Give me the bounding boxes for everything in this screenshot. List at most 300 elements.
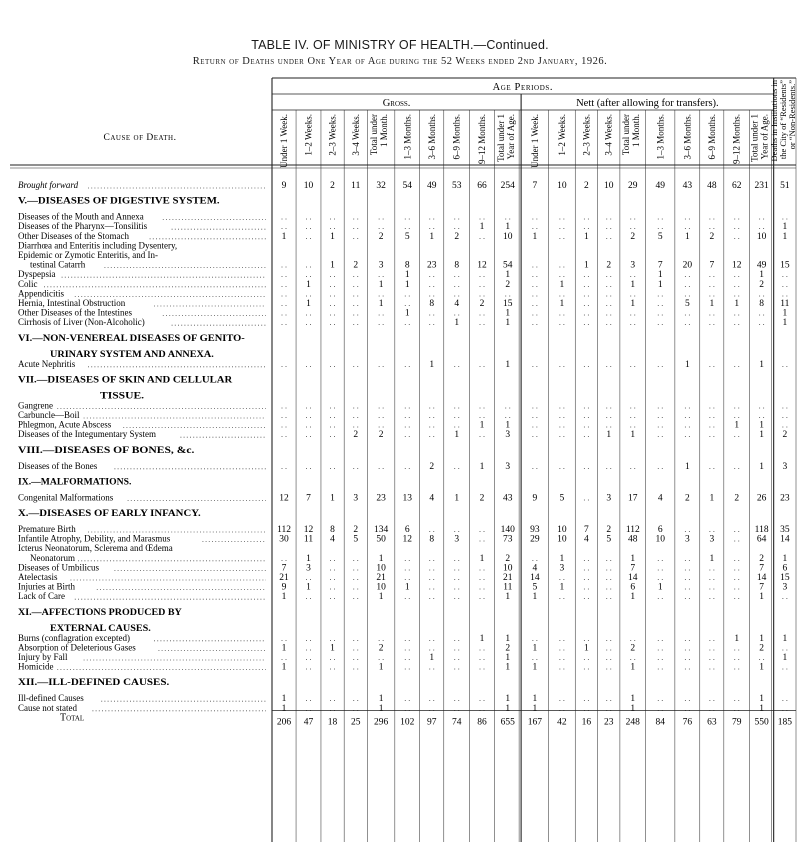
- institutions-header: or “Non-Residents.”: [786, 80, 797, 150]
- empty-cell: . .: [657, 461, 664, 471]
- table-cell: 51: [780, 181, 790, 191]
- table-cell: 8: [454, 260, 460, 271]
- table-cell: 23: [780, 493, 790, 504]
- table-cell: 74: [451, 717, 462, 728]
- empty-cell: . .: [583, 420, 590, 430]
- table-cell: 11: [351, 181, 361, 191]
- table-cell: 1: [330, 643, 335, 654]
- empty-cell: . .: [708, 563, 715, 573]
- table-cell: 1: [759, 430, 765, 441]
- empty-cell: . .: [657, 633, 664, 643]
- empty-cell: . .: [531, 359, 538, 369]
- table-cell: 1: [479, 633, 485, 644]
- empty-cell: . .: [657, 318, 664, 328]
- table-cell: 1: [657, 582, 663, 593]
- column-header: 3–6 Months.: [426, 114, 437, 160]
- empty-cell: . .: [583, 563, 590, 573]
- empty-cell: . .: [305, 420, 312, 430]
- empty-cell: . .: [781, 401, 788, 411]
- empty-cell: . .: [479, 592, 486, 602]
- row-label: Lack of Care: [18, 591, 65, 602]
- empty-cell: . .: [404, 461, 411, 471]
- empty-cell: . .: [708, 270, 715, 280]
- table-cell: 2: [353, 430, 359, 441]
- table-cell: 4: [584, 534, 589, 545]
- empty-cell: . .: [352, 653, 359, 662]
- empty-cell: . .: [305, 270, 312, 280]
- empty-cell: . .: [329, 563, 336, 573]
- empty-cell: . .: [329, 401, 336, 411]
- empty-cell: . .: [453, 703, 460, 713]
- empty-cell: . .: [453, 279, 460, 289]
- table-cell: 1: [782, 231, 788, 242]
- row-label: Homicide: [18, 661, 54, 672]
- empty-cell: . .: [378, 308, 385, 318]
- row-label: Injury by Fall: [18, 652, 68, 662]
- row-label: Cirrhosis of Liver (Non-Alcoholic): [18, 317, 145, 328]
- table-cell: 10: [503, 231, 513, 242]
- empty-cell: . .: [708, 461, 715, 471]
- column-header: Year of Age.: [505, 114, 516, 160]
- column-header: 2–3 Weeks.: [581, 114, 592, 156]
- row-label: Congenital Malformations: [18, 492, 114, 503]
- empty-cell: . .: [657, 703, 664, 713]
- table-cell: 54: [402, 181, 413, 191]
- table-cell: 53: [451, 181, 462, 191]
- empty-cell: . .: [281, 411, 288, 420]
- empty-cell: . .: [453, 653, 460, 662]
- empty-cell: . .: [453, 633, 460, 643]
- column-header: 1 Month.: [630, 114, 641, 148]
- empty-cell: . .: [657, 401, 664, 411]
- empty-cell: . .: [479, 318, 486, 328]
- table-cell: 12: [731, 260, 742, 271]
- empty-cell: . .: [352, 633, 359, 643]
- table-cell: 1: [306, 553, 311, 564]
- column-header: 1–2 Weeks.: [303, 114, 314, 156]
- empty-cell: . .: [558, 461, 565, 471]
- empty-cell: . .: [479, 653, 486, 662]
- empty-cell: . .: [329, 222, 336, 232]
- empty-cell: . .: [504, 289, 511, 299]
- empty-cell: . .: [583, 289, 590, 299]
- table-cell: 9: [532, 493, 538, 504]
- table-cell: 7: [630, 563, 636, 574]
- table-cell: 12: [279, 493, 289, 504]
- table-cell: 14: [530, 573, 540, 583]
- row-label: Other Diseases of the Stomach: [18, 230, 129, 241]
- empty-cell: . .: [583, 212, 590, 222]
- table-cell: 1: [584, 231, 589, 242]
- empty-cell: . .: [758, 308, 765, 318]
- table-cell: 42: [557, 717, 567, 728]
- table-cell: 167: [527, 717, 542, 728]
- empty-cell: . .: [657, 653, 664, 662]
- table-cell: 3: [630, 260, 636, 271]
- empty-cell: . .: [605, 231, 612, 241]
- table-cell: 1: [630, 299, 636, 309]
- empty-cell: . .: [684, 653, 691, 662]
- table-cell: 2: [454, 231, 460, 242]
- column-header: 9–12 Months.: [731, 114, 742, 165]
- table-cell: 93: [530, 525, 540, 535]
- empty-cell: . .: [479, 289, 486, 299]
- empty-cell: . .: [758, 411, 765, 420]
- empty-cell: . .: [305, 653, 312, 662]
- table-cell: 1: [532, 592, 538, 603]
- empty-cell: . .: [684, 592, 691, 602]
- empty-cell: . .: [657, 299, 664, 308]
- empty-cell: . .: [558, 592, 565, 602]
- empty-cell: . .: [305, 359, 312, 369]
- empty-cell: . .: [583, 592, 590, 602]
- table-cell: 48: [707, 181, 717, 191]
- empty-cell: . .: [305, 643, 312, 653]
- table-cell: 1: [630, 592, 636, 603]
- table-cell: 1: [281, 703, 287, 714]
- empty-cell: . .: [479, 703, 486, 713]
- empty-cell: . .: [684, 270, 691, 280]
- empty-cell: . .: [479, 212, 486, 222]
- empty-cell: . .: [733, 653, 740, 662]
- empty-cell: . .: [428, 553, 435, 563]
- empty-cell: . .: [329, 694, 336, 704]
- empty-cell: . .: [708, 582, 715, 592]
- table-cell: 1: [454, 493, 460, 504]
- table-cell: 2: [330, 181, 335, 191]
- empty-cell: . .: [453, 270, 460, 280]
- empty-cell: . .: [733, 563, 740, 573]
- table-cell: 49: [427, 181, 437, 191]
- empty-cell: . .: [305, 411, 312, 420]
- empty-cell: . .: [733, 662, 740, 672]
- empty-cell: . .: [329, 461, 336, 471]
- empty-cell: . .: [352, 299, 359, 308]
- empty-cell: . .: [657, 308, 664, 318]
- empty-cell: . .: [684, 525, 691, 534]
- table-cell: 1: [630, 553, 636, 564]
- empty-cell: . .: [305, 461, 312, 471]
- empty-cell: . .: [479, 694, 486, 704]
- column-header: Total under 1: [495, 114, 506, 162]
- empty-cell: . .: [479, 430, 486, 440]
- table-cell: 231: [754, 181, 769, 191]
- empty-cell: . .: [352, 212, 359, 222]
- empty-cell: . .: [531, 279, 538, 289]
- empty-cell: . .: [733, 222, 740, 232]
- empty-cell: . .: [558, 694, 565, 704]
- empty-cell: . .: [583, 411, 590, 420]
- empty-cell: . .: [305, 633, 312, 643]
- empty-cell: . .: [281, 653, 288, 662]
- table-cell: 1: [630, 694, 636, 705]
- empty-cell: . .: [758, 318, 765, 328]
- table-cell: 1: [505, 318, 511, 329]
- table-cell: 1: [479, 461, 485, 472]
- empty-cell: . .: [281, 299, 288, 308]
- empty-cell: . .: [531, 461, 538, 471]
- table-cell: 3: [782, 461, 788, 472]
- table-cell: 2: [606, 260, 612, 271]
- table-cell: 1: [454, 430, 460, 441]
- table-cell: 1: [782, 308, 788, 319]
- empty-cell: . .: [329, 270, 336, 280]
- empty-cell: . .: [281, 553, 288, 563]
- empty-cell: . .: [657, 222, 664, 232]
- row-label: Gangrene: [18, 400, 53, 411]
- empty-cell: . .: [605, 270, 612, 280]
- table-cell: 1: [505, 222, 511, 233]
- empty-cell: . .: [281, 222, 288, 232]
- empty-cell: . .: [352, 401, 359, 411]
- empty-cell: . .: [404, 299, 411, 308]
- table-cell: 112: [277, 525, 291, 535]
- table-cell: 2: [709, 231, 715, 242]
- empty-cell: . .: [281, 401, 288, 411]
- table-cell: 4: [429, 493, 435, 504]
- column-header: Total under: [620, 114, 631, 156]
- empty-cell: . .: [531, 653, 538, 662]
- cause-of-death-header: Cause of Death.: [103, 133, 177, 143]
- table-cell: 1: [404, 582, 410, 593]
- table-cell: 2: [734, 493, 740, 504]
- empty-cell: . .: [531, 299, 538, 308]
- table-cell: 1: [657, 270, 663, 281]
- table-cell: 1: [330, 260, 335, 271]
- empty-cell: . .: [329, 318, 336, 328]
- empty-cell: . .: [781, 212, 788, 222]
- empty-cell: . .: [479, 563, 486, 573]
- empty-cell: . .: [629, 222, 636, 232]
- empty-cell: . .: [605, 420, 612, 430]
- empty-cell: . .: [352, 553, 359, 563]
- empty-cell: . .: [281, 308, 288, 318]
- empty-cell: . .: [708, 212, 715, 222]
- empty-cell: . .: [305, 212, 312, 222]
- table-cell: 11: [303, 534, 314, 545]
- column-header: Total under 1: [749, 114, 760, 162]
- table-cell: 1: [782, 318, 788, 329]
- empty-cell: . .: [684, 289, 691, 299]
- table-cell: 1: [378, 299, 384, 309]
- table-cell: 1: [559, 553, 565, 564]
- empty-cell: . .: [708, 525, 715, 534]
- column-header: 6–9 Months.: [451, 114, 462, 160]
- table-cell: 140: [500, 525, 515, 535]
- table-cell: 1: [306, 299, 311, 309]
- table-cell: 3: [378, 260, 384, 271]
- empty-cell: . .: [352, 279, 359, 289]
- empty-cell: . .: [428, 279, 435, 289]
- table-cell: 1: [505, 662, 511, 673]
- empty-cell: . .: [684, 662, 691, 672]
- table-cell: 1: [684, 461, 690, 472]
- empty-cell: . .: [378, 420, 385, 430]
- empty-cell: . .: [708, 633, 715, 643]
- empty-cell: . .: [281, 270, 288, 280]
- column-header: 3–4 Weeks.: [350, 114, 361, 156]
- table-cell: 7: [657, 260, 663, 271]
- table-cell: 1: [559, 279, 565, 290]
- table-cell: 1: [378, 279, 384, 290]
- table-cell: 63: [707, 717, 717, 728]
- table-cell: 1: [709, 553, 715, 564]
- empty-cell: . .: [329, 359, 336, 369]
- empty-cell: . .: [428, 703, 435, 713]
- table-cell: 2: [759, 643, 765, 654]
- empty-cell: . .: [531, 401, 538, 411]
- gross-header: Gross.: [382, 98, 411, 109]
- empty-cell: . .: [781, 359, 788, 369]
- empty-cell: . .: [404, 411, 411, 420]
- empty-cell: . .: [329, 703, 336, 713]
- table-cell: 112: [625, 525, 640, 535]
- empty-cell: . .: [605, 703, 612, 713]
- section-heading: V.—DISEASES OF DIGESTIVE SYSTEM.: [18, 196, 220, 207]
- table-cell: 2: [429, 461, 435, 472]
- empty-cell: . .: [453, 592, 460, 602]
- empty-cell: . .: [708, 643, 715, 653]
- table-cell: 2: [378, 430, 384, 441]
- table-cell: 2: [505, 279, 511, 290]
- empty-cell: . .: [583, 430, 590, 440]
- empty-cell: . .: [404, 703, 411, 713]
- empty-cell: . .: [531, 308, 538, 318]
- table-cell: 7: [532, 181, 538, 191]
- row-label: Phlegmon, Acute Abscess: [18, 419, 112, 430]
- empty-cell: . .: [629, 401, 636, 411]
- table-cell: 1: [378, 694, 384, 705]
- table-cell: 3: [505, 430, 511, 441]
- empty-cell: . .: [684, 222, 691, 232]
- table-cell: 62: [731, 181, 742, 191]
- empty-cell: . .: [453, 212, 460, 222]
- table-cell: 1: [505, 270, 511, 281]
- table-cell: 2: [353, 260, 359, 271]
- institutions-header: the City of “Residents”: [777, 80, 788, 160]
- empty-cell: . .: [733, 270, 740, 280]
- empty-cell: . .: [378, 633, 385, 643]
- empty-cell: . .: [352, 703, 359, 713]
- empty-cell: . .: [629, 653, 636, 662]
- empty-cell: . .: [531, 222, 538, 232]
- empty-cell: . .: [708, 318, 715, 328]
- table-cell: 1: [630, 279, 636, 290]
- table-cell: 1: [281, 592, 287, 603]
- empty-cell: . .: [657, 212, 664, 222]
- empty-cell: . .: [583, 493, 590, 503]
- table-cell: 48: [628, 534, 638, 545]
- empty-cell: . .: [404, 401, 411, 411]
- empty-cell: . .: [583, 270, 590, 280]
- empty-cell: . .: [657, 289, 664, 299]
- empty-cell: . .: [758, 653, 765, 662]
- empty-cell: . .: [404, 694, 411, 704]
- empty-cell: . .: [558, 308, 565, 318]
- table-cell: 3: [684, 534, 690, 545]
- empty-cell: . .: [479, 270, 486, 280]
- empty-cell: . .: [583, 703, 590, 713]
- empty-cell: . .: [605, 592, 612, 602]
- empty-cell: . .: [583, 461, 590, 471]
- empty-cell: . .: [605, 279, 612, 289]
- empty-cell: . .: [708, 694, 715, 704]
- empty-cell: . .: [404, 212, 411, 222]
- table-cell: 2: [759, 553, 765, 564]
- table-cell: 29: [628, 181, 638, 191]
- empty-cell: . .: [583, 582, 590, 592]
- age-periods-header: Age Periods.: [492, 82, 554, 93]
- table-cell: 10: [756, 231, 767, 242]
- table-cell: 54: [503, 260, 513, 271]
- empty-cell: . .: [305, 289, 312, 299]
- empty-cell: . .: [605, 582, 612, 592]
- table-cell: 1: [378, 553, 384, 564]
- table-cell: 7: [281, 563, 287, 574]
- empty-cell: . .: [733, 592, 740, 602]
- empty-cell: . .: [428, 212, 435, 222]
- empty-cell: . .: [583, 553, 590, 563]
- empty-cell: . .: [733, 212, 740, 222]
- table-cell: 1: [454, 318, 460, 329]
- empty-cell: . .: [629, 318, 636, 328]
- column-header: 1–3 Months.: [655, 114, 666, 160]
- table-cell: 35: [780, 525, 790, 535]
- table-cell: 8: [429, 299, 435, 309]
- table-cell: 2: [378, 643, 384, 654]
- empty-cell: . .: [352, 231, 359, 241]
- empty-cell: . .: [733, 573, 740, 582]
- empty-cell: . .: [305, 401, 312, 411]
- empty-cell: . .: [708, 430, 715, 440]
- empty-cell: . .: [629, 270, 636, 280]
- empty-cell: . .: [558, 231, 565, 241]
- row-label: Diseases of Umbilicus: [18, 562, 99, 573]
- row-label: Cause not stated: [18, 702, 77, 713]
- table-cell: 206: [276, 717, 292, 728]
- empty-cell: . .: [758, 222, 765, 232]
- table-cell: 43: [503, 493, 513, 504]
- empty-cell: . .: [352, 592, 359, 602]
- empty-cell: . .: [605, 222, 612, 232]
- empty-cell: . .: [684, 411, 691, 420]
- row-label: Diseases of the Pharynx—Tonsilitis: [18, 221, 148, 232]
- empty-cell: . .: [329, 411, 336, 420]
- empty-cell: . .: [378, 653, 385, 662]
- table-cell: 1: [378, 592, 384, 603]
- column-header: Under 1 Week.: [279, 114, 290, 168]
- table-cell: 21: [279, 573, 289, 583]
- empty-cell: . .: [708, 573, 715, 582]
- table-cell: 1: [429, 359, 435, 370]
- empty-cell: . .: [531, 260, 538, 270]
- empty-cell: . .: [404, 359, 411, 369]
- table-cell: 1: [429, 653, 435, 663]
- empty-cell: . .: [605, 694, 612, 704]
- empty-cell: . .: [428, 420, 435, 430]
- empty-cell: . .: [605, 461, 612, 471]
- table-cell: 3: [454, 534, 460, 545]
- table-cell: 29: [530, 534, 540, 545]
- empty-cell: . .: [352, 582, 359, 592]
- empty-cell: . .: [708, 222, 715, 232]
- empty-cell: . .: [453, 420, 460, 430]
- empty-cell: . .: [404, 563, 411, 573]
- empty-cell: . .: [758, 289, 765, 299]
- empty-cell: . .: [305, 592, 312, 602]
- section-heading: EXTERNAL CAUSES.: [50, 623, 151, 634]
- table-cell: 32: [376, 181, 386, 191]
